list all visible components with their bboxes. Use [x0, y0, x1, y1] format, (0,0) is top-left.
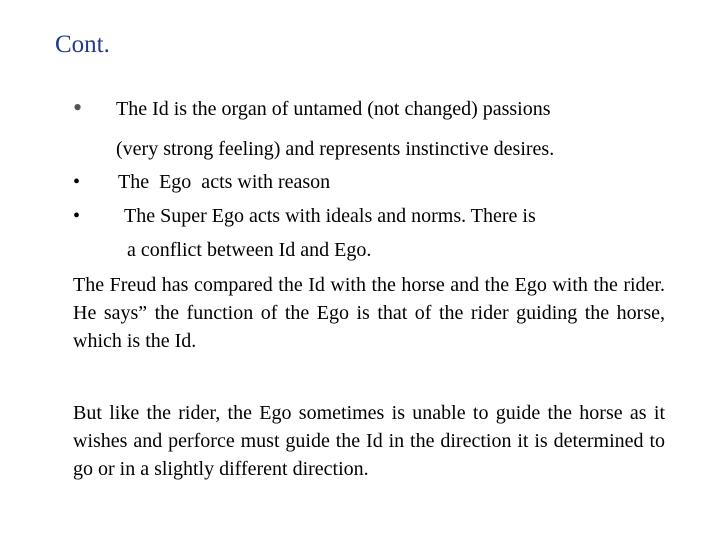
- bullet-1-line-1: The Id is the organ of untamed (not changed) passions: [116, 98, 551, 120]
- bullet-3-line-2: a conflict between Id and Ego.: [127, 239, 372, 261]
- paragraph-freud-comparison: The Freud has compared the Id with the horse and the Ego with the rider. He says” the function of the Ego is that of the rider guiding the horse, which is the Id.: [73, 274, 665, 352]
- bullet-3-line-1: The Super Ego acts with ideals and norms. There is: [124, 205, 536, 227]
- bullet-2-line-1: The Ego acts with reason: [118, 171, 331, 193]
- bullet-marker: •: [73, 171, 81, 193]
- bullet-marker: •: [73, 93, 83, 122]
- slide-title: Cont.: [55, 31, 110, 58]
- paragraph-rider-analogy: But like the rider, the Ego sometimes is unable to guide the horse as it wishes and perforce must guide the Id in the direction it is determined to go or in a slightly different direction.: [73, 402, 665, 480]
- bullet-1-line-2: (very strong feeling) and represents instinctive desires.: [116, 138, 555, 160]
- bullet-marker: •: [73, 205, 81, 227]
